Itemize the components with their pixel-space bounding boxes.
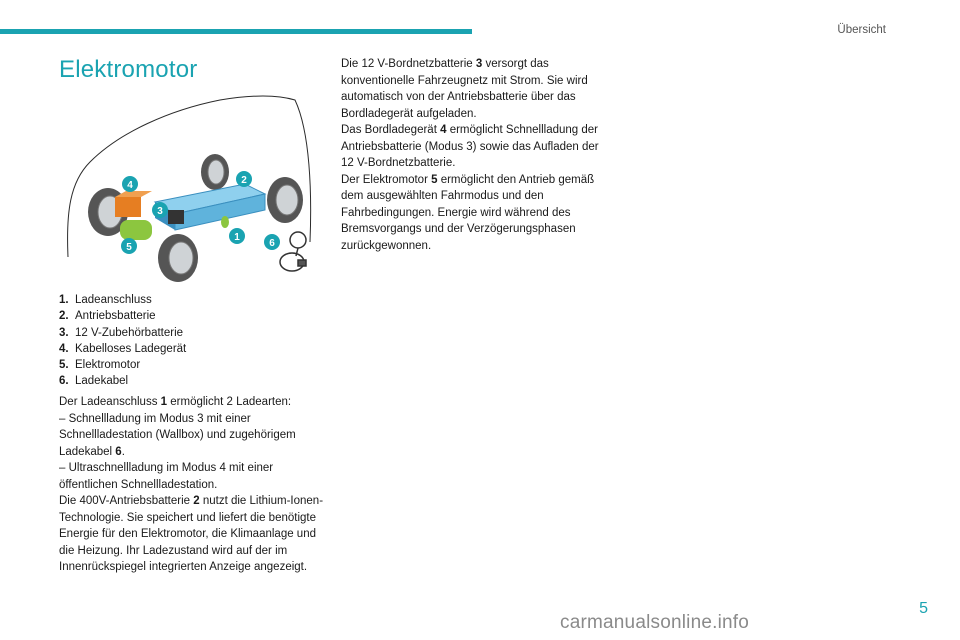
- legend-item: [59, 308, 186, 324]
- right-column-text: [341, 56, 611, 254]
- aux-battery: [168, 210, 184, 224]
- legend-label: Ladekabel: [75, 375, 129, 388]
- svg-text:6: 6: [269, 238, 275, 249]
- svg-text:1: 1: [234, 232, 240, 243]
- component-legend: [59, 292, 186, 390]
- legend-label: Ladeanschluss: [75, 294, 152, 306]
- callout-6: [264, 234, 280, 250]
- charge-port: [221, 216, 229, 228]
- traction-battery-paragraph: Die 400V-Antriebsbatterie 2 nutzt die Lithium-Ionen-Technologie. Sie speichert und liefert die benötigte Energie für den Elektromotor, die Klimaanlage und die Heizung. Ihr Ladezustand wird auf der im Innenrückspiegel integrierten Anzeige angezeigt.: [59, 495, 324, 573]
- legend-item: [59, 292, 186, 308]
- page-number: 5: [919, 600, 928, 617]
- mode3-paragraph: – Schnellladung im Modus 3 mit einer Schnellladestation (Wallbox) und zugehörigem Ladekabel 6.: [59, 412, 296, 458]
- header-accent-bar: [0, 29, 472, 34]
- page-title: Elektromotor: [59, 56, 198, 83]
- legend-item: [59, 325, 186, 341]
- legend-item: [59, 341, 186, 357]
- callout-3: [152, 202, 168, 218]
- svg-text:5: 5: [126, 242, 132, 253]
- legend-label: Kabelloses Ladegerät: [75, 342, 187, 355]
- section-title: Übersicht: [837, 24, 886, 36]
- callout-1: [229, 228, 245, 244]
- legend-num: 4.: [59, 342, 69, 355]
- legend-label: 12 V-Zubehörbatterie: [75, 326, 184, 339]
- legend-num: 1.: [59, 294, 69, 306]
- front-right-wheel: [267, 177, 303, 223]
- legend-item: [59, 357, 186, 373]
- onboard-charger: [115, 197, 141, 217]
- charge-modes-intro: Der Ladeanschluss 1 ermöglicht 2 Ladearten:: [59, 396, 292, 408]
- watermark: carmanualsonline.info: [560, 612, 750, 633]
- callout-5: [121, 238, 137, 254]
- legend-item: [59, 373, 186, 389]
- charging-cable: [280, 232, 306, 271]
- charger-paragraph: Das Bordladegerät 4 ermöglicht Schnellladung der Antriebsbatterie (Modus 3) sowie das Aufladen der 12 V-Bordnetzbatterie.: [341, 124, 599, 169]
- left-column-text: [59, 394, 331, 576]
- ev-drivetrain-illustration: [60, 92, 320, 288]
- rear-right-wheel: [201, 154, 229, 190]
- legend-num: 3.: [59, 326, 69, 339]
- motor-paragraph: Der Elektromotor 5 ermöglicht den Antrieb gemäß dem ausgewählten Fahrmodus und den Fahrbedingungen. Energie wird während des Bremsvorgangs und der Verzögerungsphasen zurückgewonnen.: [341, 173, 595, 252]
- svg-text:4: 4: [127, 180, 133, 191]
- callout-2: [236, 171, 252, 187]
- mode4-paragraph: – Ultraschnellladung im Modus 4 mit einer öffentlichen Schnellladestation.: [59, 462, 274, 491]
- svg-text:2: 2: [241, 175, 247, 186]
- svg-text:3: 3: [157, 206, 163, 217]
- legend-label: Antriebsbatterie: [75, 310, 156, 323]
- legend-num: 5.: [59, 359, 69, 372]
- legend-label: Elektromotor: [75, 359, 141, 372]
- electric-motor: [120, 220, 152, 240]
- legend-num: 6.: [59, 375, 69, 388]
- legend-num: 2.: [59, 310, 69, 323]
- callout-4: [122, 176, 138, 192]
- front-left-wheel: [158, 234, 198, 282]
- aux-battery-paragraph: Die 12 V-Bordnetzbatterie 3 versorgt das konventionelle Fahrzeugnetz mit Strom. Sie wird automatisch von der Antriebsbatterie über das Bordladegerät aufgeladen.: [341, 58, 588, 120]
